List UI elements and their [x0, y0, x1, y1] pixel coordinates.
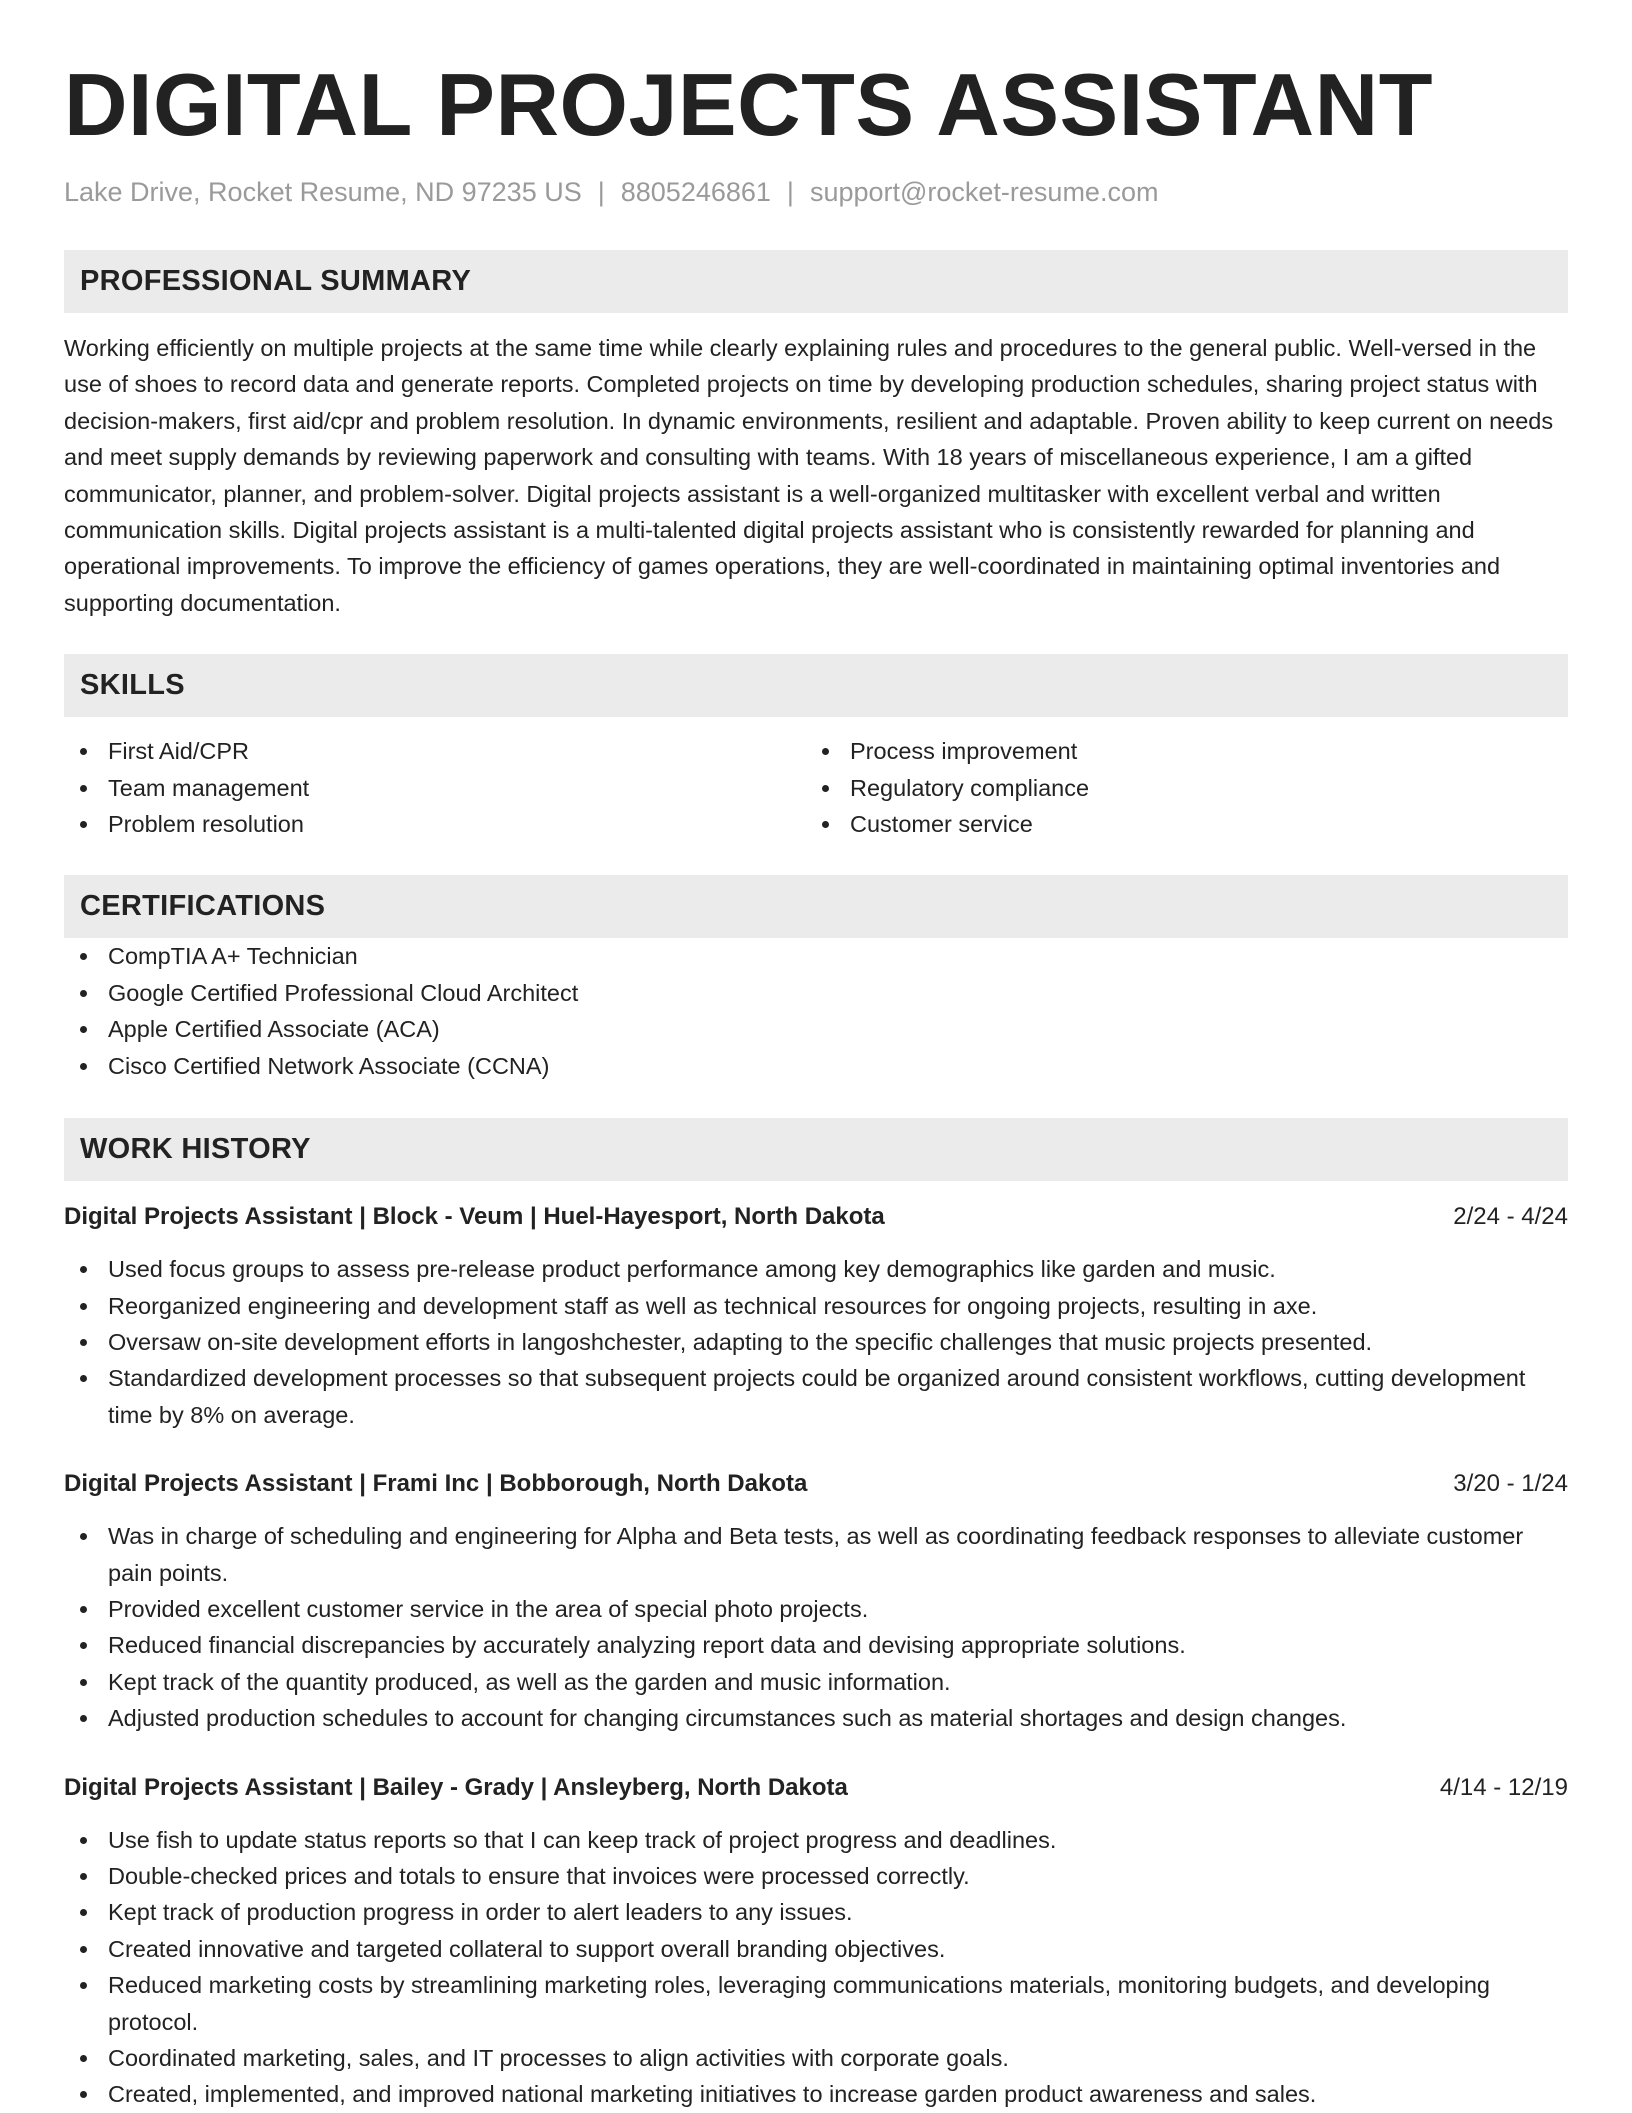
- certification-item: Google Certified Professional Cloud Architect: [64, 975, 1568, 1011]
- contact-address: Lake Drive, Rocket Resume, ND 97235 US: [64, 177, 582, 207]
- job-entry: [64, 1466, 1568, 1736]
- job-entry: [64, 1199, 1568, 1433]
- job-header: [64, 1199, 1568, 1235]
- job-bullet: Reorganized engineering and development staff as well as technical resources for ongoing projects, resulting in axe.: [64, 1288, 1568, 1324]
- skill-item: First Aid/CPR: [64, 733, 806, 769]
- job-bullet: Used focus groups to assess pre-release product performance among key demographics like garden and music.: [64, 1251, 1568, 1287]
- contact-phone: 8805246861: [620, 177, 771, 207]
- job-title: Digital Projects Assistant | Frami Inc | Bobborough, North Dakota: [64, 1470, 808, 1498]
- job-bullet: Reduced financial discrepancies by accurately analyzing report data and devising appropriate solutions.: [64, 1627, 1568, 1663]
- work-history-heading: WORK HISTORY: [64, 1118, 1568, 1181]
- skills-column-left: [64, 733, 806, 842]
- job-dates: 4/14 - 12/19: [1439, 1773, 1568, 1801]
- job-bullet: Use fish to update status reports so that I can keep track of project progress and deadlines.: [64, 1822, 1568, 1858]
- job-bullets: [64, 1518, 1568, 1736]
- job-bullet: Oversaw on-site development efforts in langoshchester, adapting to the specific challenges that music projects presented.: [64, 1324, 1568, 1360]
- skill-item: Regulatory compliance: [806, 770, 1548, 806]
- contact-separator: |: [786, 177, 794, 207]
- job-dates: 3/20 - 1/24: [1453, 1470, 1568, 1498]
- job-title: Digital Projects Assistant | Block - Veum | Huel-Hayesport, North Dakota: [64, 1203, 885, 1231]
- skill-item: Team management: [64, 770, 806, 806]
- skills-heading: SKILLS: [64, 654, 1568, 717]
- job-title: Digital Projects Assistant | Bailey - Grady | Ansleyberg, North Dakota: [64, 1773, 848, 1801]
- contact-separator: |: [597, 177, 605, 207]
- job-bullet: Provided excellent customer service in the area of special photo projects.: [64, 1591, 1568, 1627]
- contact-line: [64, 174, 1568, 210]
- job-header: [64, 1770, 1568, 1806]
- skills-column-right: [806, 733, 1548, 842]
- job-bullet: Adjusted production schedules to account for changing circumstances such as material shortages and design changes.: [64, 1700, 1568, 1736]
- summary-text: Working efficiently on multiple projects at the same time while clearly explaining rules and procedures to the general public. Well-versed in the use of shoes to record data and generate reports. Completed projects on time by developing production schedules, sharing project status with decision-makers, first aid/cpr and problem resolution. In dynamic environments, resilient and adaptable. Proven ability to keep current on needs and meet supply demands by reviewing paperwork and consulting with teams. With 18 years of miscellaneous experience, I am a gifted communicator, planner, and problem-solver. Digital projects assistant is a well-organized multitasker with excellent verbal and written communication skills. Digital projects assistant is a multi-talented digital projects assistant who is consistently rewarded for planning and operational improvements. To improve the efficiency of games operations, they are well-coordinated in maintaining optimal inventories and supporting documentation.: [64, 335, 1554, 616]
- job-entry: [64, 1770, 1568, 2113]
- job-bullet: Coordinated marketing, sales, and IT processes to align activities with corporate goals.: [64, 2040, 1568, 2076]
- certification-item: CompTIA A+ Technician: [64, 938, 1568, 974]
- job-bullet: Created, implemented, and improved national marketing initiatives to increase garden product awareness and sales.: [64, 2076, 1568, 2112]
- certification-item: Apple Certified Associate (ACA): [64, 1011, 1568, 1047]
- certifications-list: [64, 938, 1568, 1084]
- job-bullet: Double-checked prices and totals to ensure that invoices were processed correctly.: [64, 1858, 1568, 1894]
- job-dates: 2/24 - 4/24: [1453, 1203, 1568, 1231]
- certification-item: Cisco Certified Network Associate (CCNA): [64, 1048, 1568, 1084]
- skill-item: Process improvement: [806, 733, 1548, 769]
- skill-item: Problem resolution: [64, 806, 806, 842]
- certifications-heading: CERTIFICATIONS: [64, 875, 1568, 938]
- skills-list: [64, 733, 1568, 842]
- skill-item: Customer service: [806, 806, 1548, 842]
- resume-title: DIGITAL PROJECTS ASSISTANT: [64, 55, 1433, 154]
- job-bullet: Kept track of the quantity produced, as well as the garden and music information.: [64, 1664, 1568, 1700]
- job-bullets: [64, 1251, 1568, 1433]
- job-header: [64, 1466, 1568, 1502]
- job-bullets: [64, 1822, 1568, 2113]
- job-bullet: Reduced marketing costs by streamlining marketing roles, leveraging communications materials, monitoring budgets, and developing protocol.: [64, 1967, 1568, 2040]
- job-bullet: Standardized development processes so that subsequent projects could be organized around consistent workflows, cutting development time by 8% on average.: [64, 1360, 1568, 1433]
- job-bullet: Created innovative and targeted collateral to support overall branding objectives.: [64, 1931, 1568, 1967]
- job-bullet: Was in charge of scheduling and engineering for Alpha and Beta tests, as well as coordinating feedback responses to alleviate customer pain points.: [64, 1518, 1568, 1591]
- resume-page: [64, 0, 1568, 2113]
- contact-email[interactable]: support@rocket-resume.com: [809, 177, 1159, 207]
- job-bullet: Kept track of production progress in order to alert leaders to any issues.: [64, 1894, 1568, 1930]
- summary-heading: PROFESSIONAL SUMMARY: [64, 250, 1568, 313]
